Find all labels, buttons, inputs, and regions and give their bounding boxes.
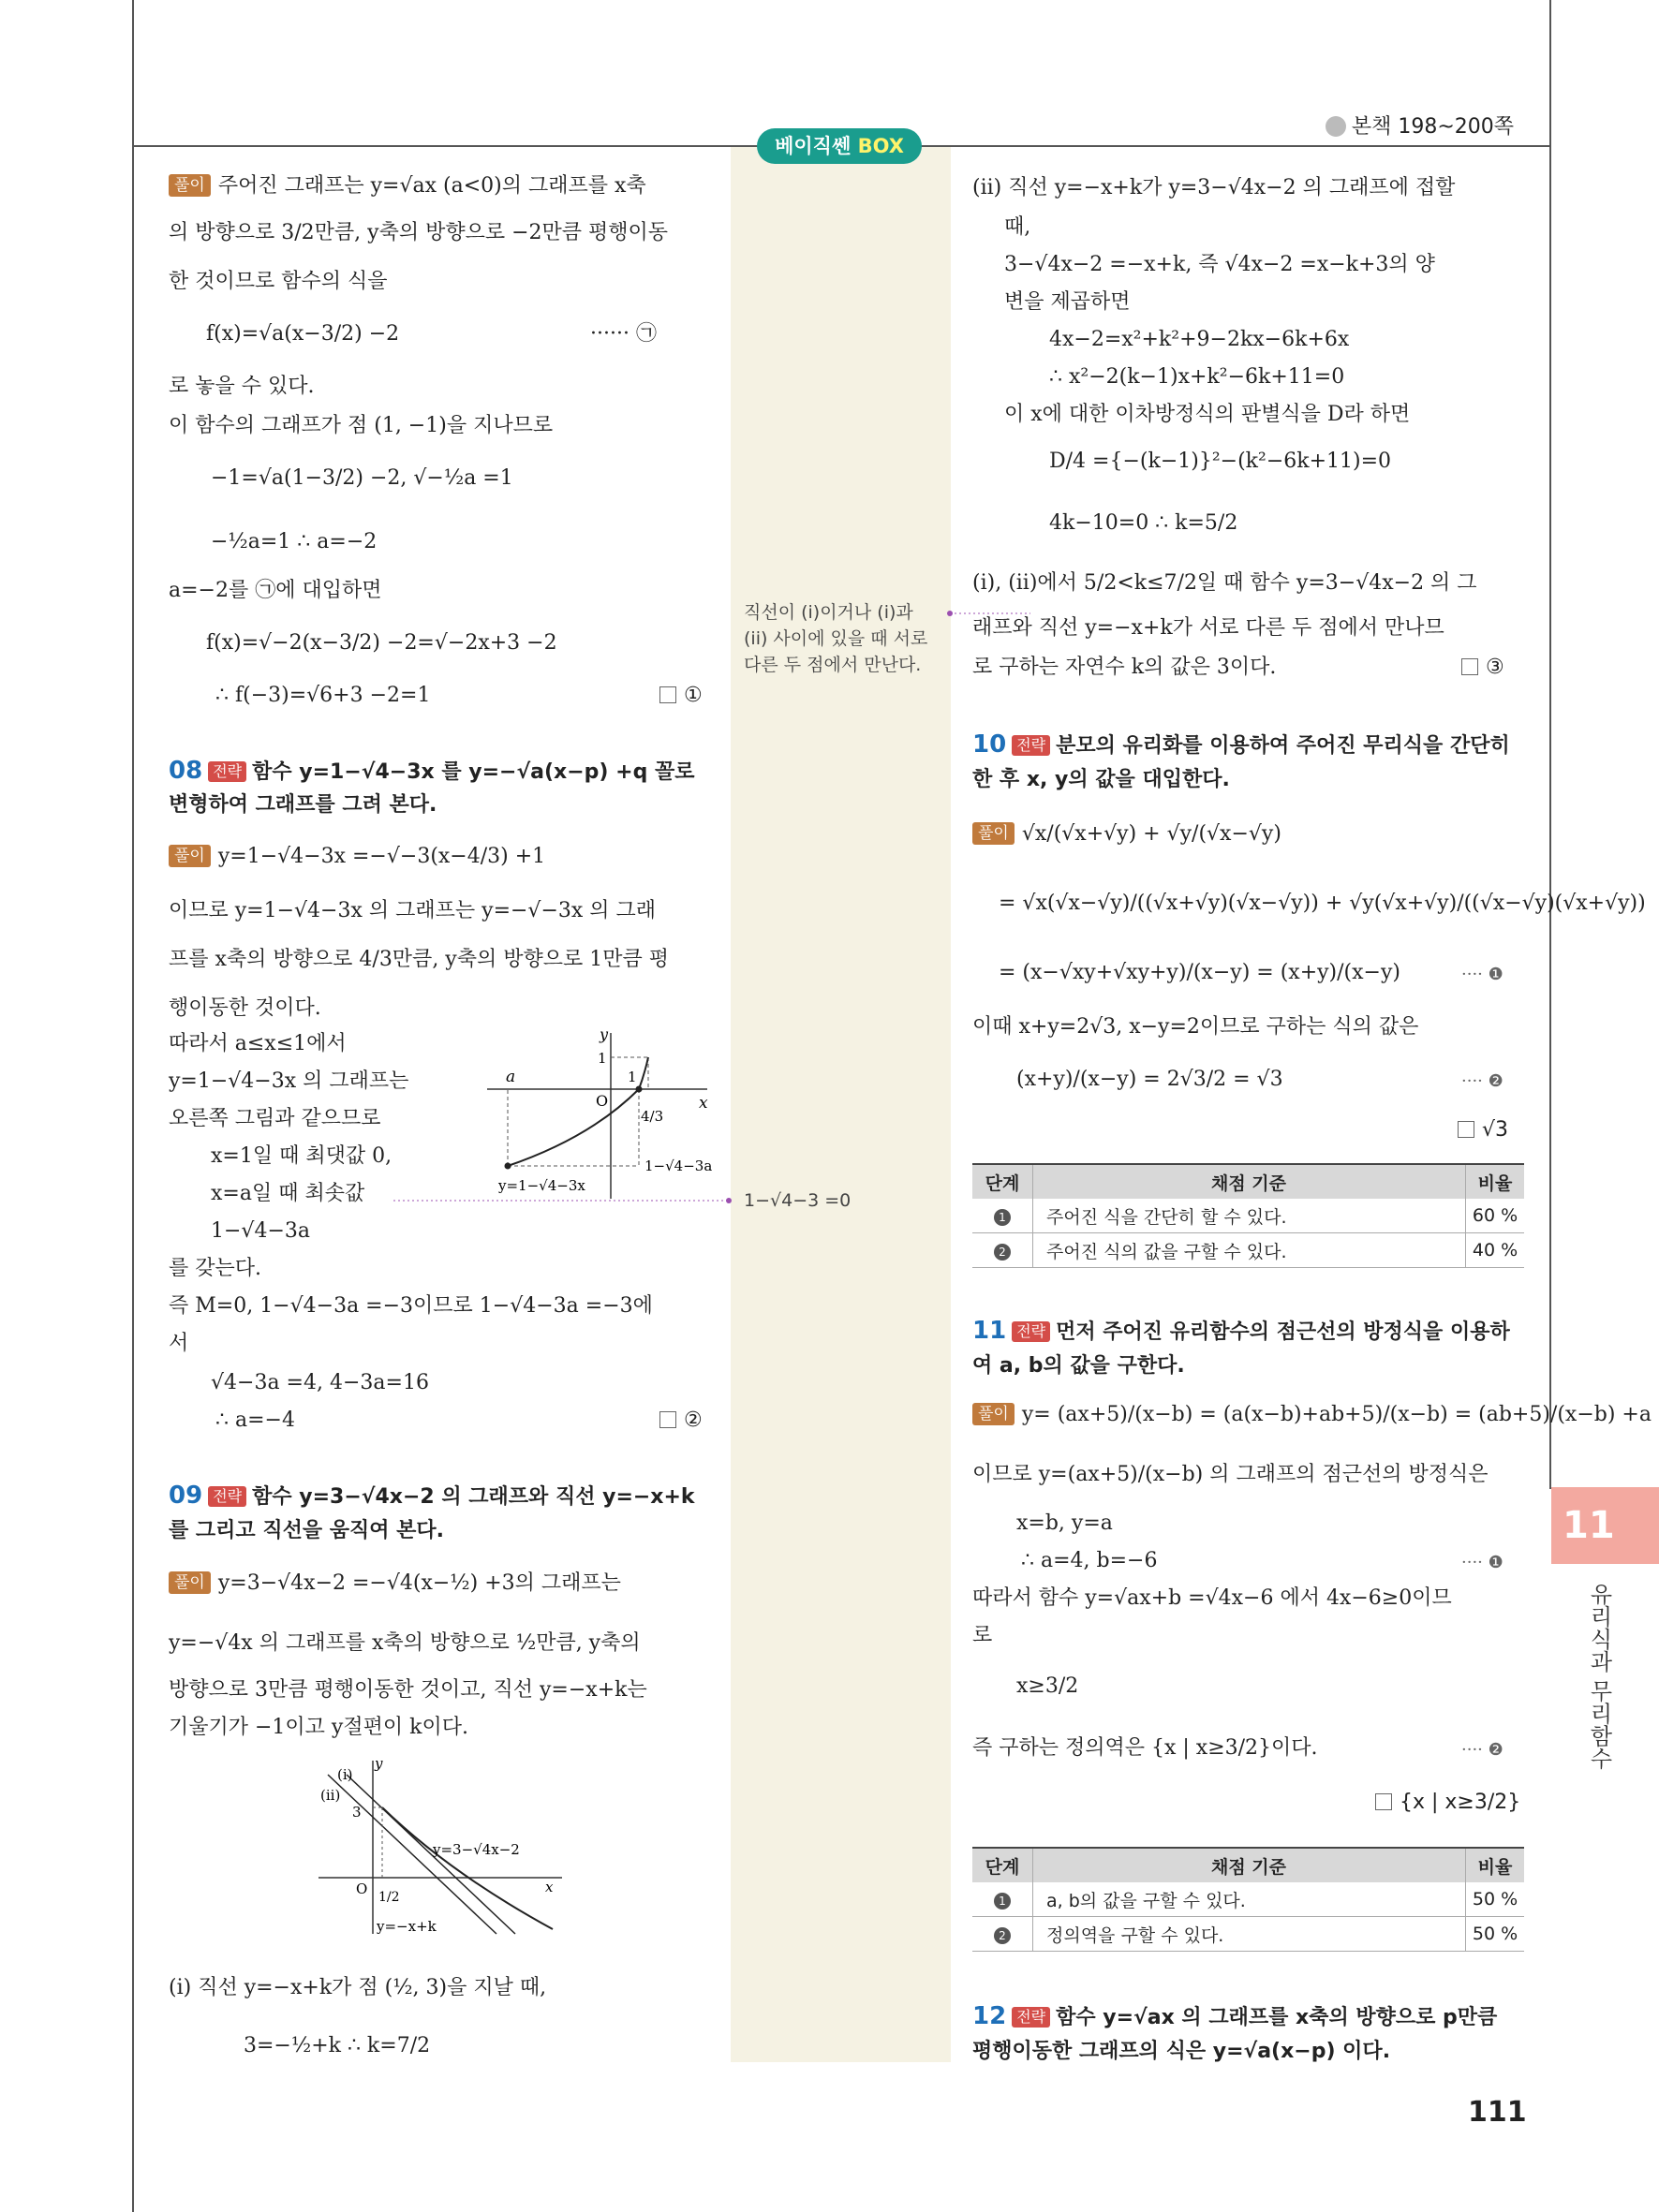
sol07-line: 의 방향으로 3/2만큼, y축의 방향으로 −2만큼 평행이동 bbox=[169, 221, 669, 244]
sol07-line: a=−2를 ㉠에 대입하면 bbox=[169, 579, 382, 602]
answer-08: ② bbox=[659, 1408, 703, 1432]
sol07-line: 한 것이므로 함수의 식을 bbox=[169, 270, 388, 293]
table-row: 1 주어진 식을 간단히 할 수 있다. 60 % bbox=[972, 1199, 1524, 1233]
svg-text:1/2: 1/2 bbox=[378, 1890, 400, 1905]
svg-text:4/3: 4/3 bbox=[641, 1108, 664, 1125]
sol07-eq: −½a=1 ∴ a=−2 bbox=[211, 530, 378, 553]
sol08-line: 행이동한 것이다. bbox=[169, 996, 321, 1020]
sol07-eq: f(x)=√−2(x−3/2) −2=√−2x+3 −2 bbox=[206, 631, 557, 655]
sol08-line: 이므로 y=1−√4−3x 의 그래프는 y=−√−3x 의 그래 bbox=[169, 899, 657, 922]
sol07-eq: −1=√a(1−3/2) −2, √−½a =1 bbox=[211, 466, 513, 490]
sol11-line: 즉 구하는 정의역은 {x | x≥3/2}이다. bbox=[972, 1736, 1318, 1760]
sol09-ii-eq: 4x−2=x²+k²+9−2kx−6k+6x bbox=[1049, 328, 1350, 351]
sol10-eq: 풀이 √x/(√x+√y) + √y/(√x−√y) bbox=[972, 820, 1281, 848]
step-marker-2: ···· ❷ bbox=[1461, 1740, 1503, 1760]
svg-text:y=1−√4−3x: y=1−√4−3x bbox=[498, 1177, 585, 1194]
answer-icon bbox=[1375, 1793, 1392, 1810]
sol09-ii-line: 변을 제곱하면 bbox=[1004, 290, 1131, 314]
sol09-ii-line: 3−√4x−2 =−x+k, 즉 √4x−2 =x−k+3의 양 bbox=[1004, 253, 1435, 276]
solution-badge: 풀이 bbox=[169, 174, 211, 197]
sol11-line: 이므로 y=(ax+5)/(x−b) 의 그래프의 점근선의 방정식은 bbox=[972, 1463, 1489, 1486]
answer-icon bbox=[1458, 1121, 1474, 1138]
svg-text:1−√4−3a: 1−√4−3a bbox=[644, 1158, 713, 1174]
sol09-line: 기울기가 −1이고 y절편이 k이다. bbox=[169, 1716, 468, 1739]
sol07-eq: ∴ f(−3)=√6+3 −2=1 bbox=[215, 684, 431, 707]
svg-text:y: y bbox=[600, 1025, 609, 1043]
problem-10-strategy-2: 한 후 x, y의 값을 대입한다. bbox=[972, 768, 1230, 791]
sol09-ii-line: 때, bbox=[1004, 215, 1031, 239]
note-leader-2 bbox=[393, 1189, 740, 1208]
sol11-eq: ∴ a=4, b=−6 bbox=[1021, 1549, 1158, 1572]
sol09-line: y=−√4x 의 그래프를 x축의 방향으로 ½만큼, y축의 bbox=[169, 1631, 641, 1655]
sol11-eq: x=b, y=a bbox=[1016, 1512, 1113, 1535]
svg-text:y=3−√4x−2: y=3−√4x−2 bbox=[433, 1841, 520, 1858]
sol08-eq: 풀이 y=1−√4−3x =−√−3(x−4/3) +1 bbox=[169, 843, 545, 871]
sol09-conclusion: (i), (ii)에서 5/2<k≤7/2일 때 함수 y=3−√4x−2 의 그 bbox=[972, 571, 1477, 595]
sol10-eq: = (x−√xy+√xy+y)/(x−y) = (x+y)/(x−y) bbox=[999, 961, 1400, 984]
center-note-band bbox=[731, 147, 951, 2062]
problem-10-strategy: 10 전략 분모의 유리화를 이용하여 주어진 무리식을 간단히 bbox=[972, 730, 1510, 759]
sol09-ii-line: (ii) 직선 y=−x+k가 y=3−√4x−2 의 그래프에 접할 bbox=[972, 176, 1456, 199]
graph-08 bbox=[478, 1025, 731, 1203]
sol10-eq: = √x(√x−√y)/((√x+√y)(√x−√y)) + √y(√x+√y)/((√x−√y)(√x+√y)) bbox=[999, 892, 1646, 915]
sol07-line: 로 놓을 수 있다. bbox=[169, 375, 315, 398]
svg-text:(i): (i) bbox=[337, 1766, 353, 1783]
svg-text:3: 3 bbox=[352, 1804, 362, 1821]
svg-text:1: 1 bbox=[598, 1050, 607, 1067]
sol09-line: 방향으로 3만큼 평행이동한 것이고, 직선 y=−x+k는 bbox=[169, 1678, 647, 1702]
chapter-title: 유리식과 무리함수 bbox=[1586, 1583, 1612, 1770]
scoring-table-11: 단계 채점 기준 비율 1 a, b의 값을 구할 수 있다. 50 % 2 정의역을 구할 수 있다. 50 % bbox=[972, 1847, 1524, 1952]
answer-10: √3 bbox=[1458, 1118, 1508, 1142]
answer-11: {x | x≥3/2} bbox=[1375, 1791, 1520, 1814]
sol08-line: 오른쪽 그림과 같으므로 bbox=[169, 1107, 381, 1130]
answer-icon bbox=[659, 1411, 676, 1428]
problem-12-strategy: 12 전략 함수 y=√ax 의 그래프를 x축의 방향으로 p만큼 bbox=[972, 2002, 1498, 2030]
sol08-line: 1−√4−3a bbox=[211, 1219, 310, 1243]
sol08-line: y=1−√4−3x 의 그래프는 bbox=[169, 1069, 409, 1093]
eq-marker: ······ ㉠ bbox=[590, 322, 657, 346]
chapter-tab: 11 bbox=[1551, 1487, 1659, 1564]
sol11-line: 로 bbox=[972, 1624, 993, 1647]
svg-text:x: x bbox=[545, 1879, 554, 1895]
side-note-1: 직선이 (i)이거나 (i)과 (ii) 사이에 있을 때 서로 다른 두 점에서 만난다. bbox=[744, 602, 928, 675]
problem-09-strategy: 09 전략 함수 y=3−√4x−2 의 그래프와 직선 y=−x+k bbox=[169, 1482, 695, 1510]
answer-07: ① bbox=[659, 684, 703, 707]
sol09-ii-eq: 4k−10=0 ∴ k=5/2 bbox=[1049, 511, 1238, 535]
step-marker-1: ···· ❶ bbox=[1461, 965, 1503, 984]
sol10-line: 이때 x+y=2√3, x−y=2이므로 구하는 식의 값은 bbox=[972, 1015, 1419, 1039]
sol07-line: 이 함수의 그래프가 점 (1, −1)을 지나므로 bbox=[169, 414, 554, 437]
svg-text:(ii): (ii) bbox=[320, 1787, 341, 1804]
problem-12-strategy-2: 평행이동한 그래프의 식은 y=√a(x−p) 이다. bbox=[972, 2040, 1391, 2063]
problem-09-strategy-2: 를 그리고 직선을 움직여 본다. bbox=[169, 1519, 445, 1542]
problem-08-strategy-2: 변형하여 그래프를 그려 본다. bbox=[169, 793, 437, 817]
sol07-eq: f(x)=√a(x−3/2) −2 bbox=[206, 322, 400, 346]
answer-09: ③ bbox=[1461, 656, 1504, 679]
reference-icon bbox=[1326, 116, 1346, 137]
svg-text:1: 1 bbox=[628, 1069, 637, 1085]
sol08-eq: √4−3a =4, 4−3a=16 bbox=[211, 1371, 429, 1394]
svg-text:O: O bbox=[356, 1880, 368, 1897]
sol11-eq: 풀이 y= (ax+5)/(x−b) = (a(x−b)+ab+5)/(x−b) = (ab+5)/(x−b) +a bbox=[972, 1401, 1652, 1429]
answer-icon bbox=[659, 686, 676, 703]
sol09-eq: 3=−½+k ∴ k=7/2 bbox=[244, 2034, 431, 2057]
sol09-eq: 풀이 y=3−√4x−2 =−√4(x−½) +3의 그래프는 bbox=[169, 1570, 621, 1598]
sol09-ii-line: 이 x에 대한 이차방정식의 판별식을 D라 하면 bbox=[1004, 403, 1411, 426]
sol08-line: 즉 M=0, 1−√4−3a =−3이므로 1−√4−3a =−3에 bbox=[169, 1294, 653, 1318]
page-reference: 본책 198~200쪽 bbox=[1326, 111, 1514, 140]
step-marker-2: ···· ❷ bbox=[1461, 1071, 1503, 1091]
graph08-origin: O bbox=[596, 1092, 609, 1110]
problem-08-strategy: 08 전략 함수 y=1−√4−3x 를 y=−√a(x−p) +q 꼴로 bbox=[169, 757, 695, 785]
sol08-eq: ∴ a=−4 bbox=[215, 1408, 295, 1432]
sol09-conclusion: 로 구하는 자연수 k의 값은 3이다. bbox=[972, 656, 1277, 679]
answer-icon bbox=[1461, 658, 1478, 675]
table-row: 2 정의역을 구할 수 있다. 50 % bbox=[972, 1917, 1524, 1952]
table-row: 1 a, b의 값을 구할 수 있다. 50 % bbox=[972, 1882, 1524, 1917]
graph08-a-label: a bbox=[506, 1068, 516, 1086]
sol08-line: 프를 x축의 방향으로 4/3만큼, y축의 방향으로 1만큼 평 bbox=[169, 948, 669, 971]
sol08-line: 서 bbox=[169, 1332, 189, 1355]
sol09-ii-eq: ∴ x²−2(k−1)x+k²−6k+11=0 bbox=[1049, 365, 1345, 389]
scoring-table-10: 단계 채점 기준 비율 1 주어진 식을 간단히 할 수 있다. 60 % 2 주어진 식의 값을 구할 수 있다. 40 % bbox=[972, 1163, 1524, 1268]
sol08-line: 따라서 a≤x≤1에서 bbox=[169, 1032, 347, 1055]
side-note-2: 1−√4−3 =0 bbox=[744, 1190, 852, 1211]
svg-text:x: x bbox=[699, 1094, 708, 1113]
left-frame-line bbox=[132, 0, 134, 2212]
problem-11-strategy: 11 전략 먼저 주어진 유리함수의 점근선의 방정식을 이용하 bbox=[972, 1317, 1510, 1345]
basic-box-tag: 베이직쎈 BOX bbox=[757, 128, 922, 164]
sol09-line: (i) 직선 y=−x+k가 점 (½, 3)을 지날 때, bbox=[169, 1976, 547, 1999]
sol08-line: x=1일 때 최댓값 0, bbox=[211, 1144, 393, 1168]
sol07-line: 풀이 주어진 그래프는 y=√ax (a<0)의 그래프를 x축 bbox=[169, 172, 646, 200]
sol11-eq: x≥3/2 bbox=[1016, 1674, 1079, 1698]
sol10-eq: (x+y)/(x−y) = 2√3/2 = √3 bbox=[1016, 1068, 1283, 1091]
svg-text:y: y bbox=[375, 1755, 383, 1772]
page-number: 111 bbox=[1468, 2096, 1527, 2129]
step-marker-1: ···· ❶ bbox=[1461, 1553, 1503, 1572]
sol08-line: 를 갖는다. bbox=[169, 1257, 261, 1280]
svg-text:y=−x+k: y=−x+k bbox=[377, 1918, 437, 1935]
sol09-conclusion: 래프와 직선 y=−x+k가 서로 다른 두 점에서 만나므 bbox=[972, 616, 1444, 640]
sol08-line: x=a일 때 최솟값 bbox=[211, 1182, 365, 1205]
table-row: 2 주어진 식의 값을 구할 수 있다. 40 % bbox=[972, 1233, 1524, 1268]
right-frame-line bbox=[1549, 0, 1551, 1489]
sol09-ii-eq: D/4 ={−(k−1)}²−(k²−6k+11)=0 bbox=[1049, 450, 1392, 473]
graph-09 bbox=[309, 1751, 581, 1939]
sol11-line: 따라서 함수 y=√ax+b =√4x−6 에서 4x−6≥0이므 bbox=[972, 1586, 1452, 1610]
problem-11-strategy-2: 여 a, b의 값을 구한다. bbox=[972, 1354, 1185, 1378]
